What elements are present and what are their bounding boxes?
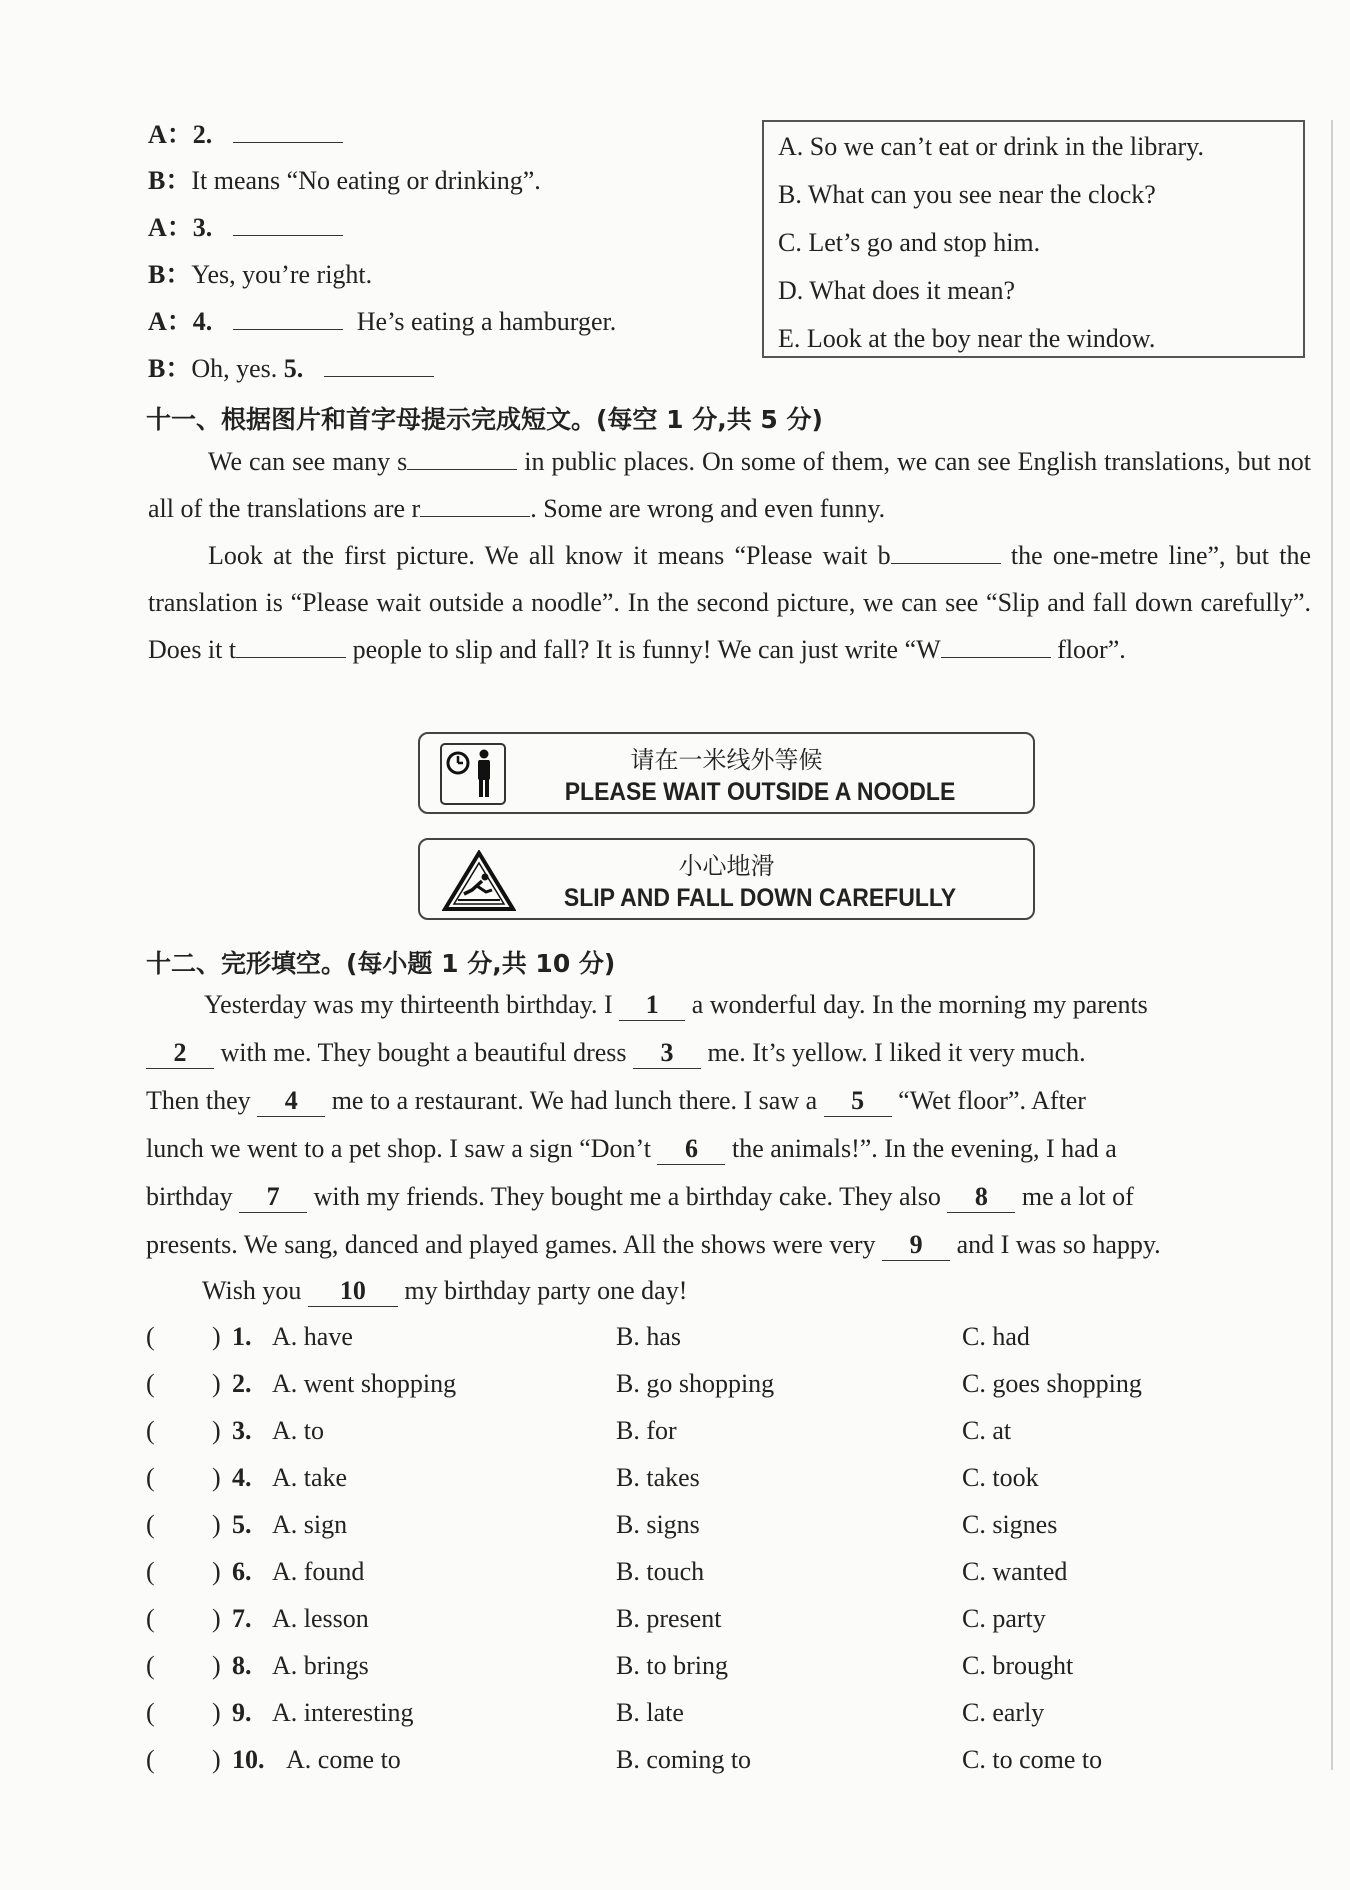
- sign-chinese-text: 请在一米线外等候: [630, 746, 823, 774]
- answer-paren-close: ): [212, 1604, 221, 1633]
- dialogue-line-5: [148, 301, 616, 338]
- sign-slippery-floor: [418, 838, 1035, 920]
- option-c: C. Let’s go and stop him.: [778, 228, 1041, 257]
- cloze-blank[interactable]: 7: [239, 1182, 307, 1213]
- choice-c[interactable]: C. goes shopping: [962, 1369, 1142, 1398]
- question-number: 4.: [192, 307, 213, 336]
- options-box: [762, 120, 1305, 358]
- cloze-blank[interactable]: 10: [308, 1276, 398, 1307]
- choice-b[interactable]: B. signs: [616, 1510, 700, 1539]
- answer-paren-open: (: [146, 1322, 155, 1351]
- choice-c[interactable]: C. had: [962, 1322, 1030, 1351]
- answer-paren-close: ): [212, 1698, 221, 1727]
- choice-c[interactable]: C. at: [962, 1416, 1012, 1445]
- answer-paren-open: (: [146, 1604, 155, 1633]
- passage-text: lunch we went to a pet shop. I saw a sign “Don’t: [146, 1134, 658, 1163]
- choice-c[interactable]: C. wanted: [962, 1557, 1068, 1586]
- answer-paren-close: ): [212, 1369, 221, 1398]
- answer-paren-open: (: [146, 1698, 155, 1727]
- speaker-label: B：: [148, 166, 192, 195]
- choice-a[interactable]: A. take: [272, 1463, 348, 1492]
- choice-c[interactable]: C. early: [962, 1698, 1045, 1727]
- speaker-label: B：: [148, 354, 192, 383]
- cloze-blank[interactable]: 9: [882, 1230, 950, 1261]
- passage-text: Wish you: [202, 1276, 308, 1305]
- passage-text: the animals!”. In the evening, I had a: [725, 1134, 1117, 1163]
- question-number: 2.: [232, 1369, 252, 1398]
- choice-a[interactable]: A. to: [272, 1416, 324, 1445]
- passage-text: presents. We sang, danced and played games. All the shows were very: [146, 1230, 883, 1259]
- answer-paren-open: (: [146, 1510, 155, 1539]
- passage-text: me to a restaurant. We had lunch there. I saw a: [325, 1086, 824, 1115]
- question-number: 10.: [232, 1745, 265, 1774]
- section-11-paragraph-1: [148, 438, 1311, 532]
- answer-paren-close: ): [212, 1322, 221, 1351]
- passage-text: . Some are wrong and even funny.: [530, 494, 886, 523]
- choice-b[interactable]: B. touch: [616, 1557, 705, 1586]
- choice-a[interactable]: A. sign: [272, 1510, 348, 1539]
- choice-a[interactable]: A. brings: [272, 1651, 369, 1680]
- choice-b[interactable]: B. takes: [616, 1463, 700, 1492]
- answer-blank[interactable]: [236, 635, 346, 658]
- passage-text: and I was so happy.: [950, 1230, 1161, 1259]
- answer-blank[interactable]: [233, 120, 343, 143]
- dialogue-text: Oh, yes.: [191, 354, 278, 383]
- sign-english-text: PLEASE WAIT OUTSIDE A NOODLE: [564, 778, 956, 806]
- choice-b[interactable]: B. coming to: [616, 1745, 752, 1774]
- dialogue-line-4: [148, 254, 372, 291]
- passage-text: my birthday party one day!: [397, 1276, 688, 1305]
- answer-blank[interactable]: [324, 354, 434, 377]
- section-11-paragraph-2: [148, 532, 1311, 673]
- choice-c[interactable]: C. signes: [962, 1510, 1058, 1539]
- answer-blank[interactable]: [941, 635, 1051, 658]
- dialogue-line-6: [148, 348, 434, 385]
- passage-text: Yesterday was my thirteenth birthday. I: [204, 990, 620, 1019]
- choice-b[interactable]: B. for: [616, 1416, 677, 1445]
- question-number: 3.: [192, 213, 213, 242]
- sign-one-metre-line: [418, 732, 1035, 814]
- passage-text: a wonderful day. In the morning my parents: [685, 990, 1148, 1019]
- answer-paren-open: (: [146, 1651, 155, 1680]
- option-b: B. What can you see near the clock?: [778, 180, 1156, 209]
- choice-b[interactable]: B. has: [616, 1322, 681, 1351]
- cloze-line-4: [146, 1134, 1117, 1165]
- cloze-blank[interactable]: 1: [619, 990, 685, 1021]
- passage-text: me. It’s yellow. I liked it very much.: [701, 1038, 1086, 1067]
- question-number: 9.: [232, 1698, 252, 1727]
- dialogue-text: Yes, you’re right.: [191, 260, 373, 289]
- choice-a[interactable]: A. come to: [286, 1745, 401, 1774]
- answer-blank[interactable]: [233, 213, 343, 236]
- passage-text: Then they: [146, 1086, 258, 1115]
- answer-paren-open: (: [146, 1463, 155, 1492]
- dialogue-line-1: [148, 114, 343, 151]
- answer-paren-close: ): [212, 1651, 221, 1680]
- dialogue-text: It means “No eating or drinking”.: [191, 166, 541, 195]
- choice-c[interactable]: C. party: [962, 1604, 1046, 1633]
- choice-b[interactable]: B. present: [616, 1604, 722, 1633]
- cloze-line-3: [146, 1086, 1086, 1117]
- choice-a[interactable]: A. have: [272, 1322, 353, 1351]
- cloze-blank[interactable]: 2: [146, 1038, 214, 1069]
- dialogue-text: He’s eating a hamburger.: [356, 307, 617, 336]
- cloze-blank[interactable]: 3: [633, 1038, 701, 1069]
- question-number: 8.: [232, 1651, 252, 1680]
- sign-english-text: SLIP AND FALL DOWN CAREFULLY: [563, 884, 957, 912]
- question-number: 5.: [283, 354, 304, 383]
- option-d: D. What does it mean?: [778, 276, 1016, 305]
- passage-text: me a lot of: [1015, 1182, 1134, 1211]
- speaker-label: A：: [148, 120, 193, 149]
- choice-a[interactable]: A. interesting: [272, 1698, 414, 1727]
- section-11-title: 十一、根据图片和首字母提示完成短文。(每空 1 分,共 5 分): [146, 405, 823, 434]
- answer-paren-open: (: [146, 1745, 155, 1774]
- answer-paren-open: (: [146, 1557, 155, 1586]
- passage-text: floor”.: [1050, 635, 1126, 664]
- answer-paren-close: ): [212, 1745, 221, 1774]
- answer-paren-close: ): [212, 1416, 221, 1445]
- choice-a[interactable]: A. found: [272, 1557, 365, 1586]
- choice-a[interactable]: A. lesson: [272, 1604, 369, 1633]
- cloze-blank[interactable]: 5: [824, 1086, 892, 1117]
- question-number: 2.: [192, 120, 213, 149]
- choice-c[interactable]: C. took: [962, 1463, 1039, 1492]
- section-12-title: 十二、完形填空。(每小题 1 分,共 10 分): [146, 949, 616, 978]
- speaker-label: A：: [148, 213, 193, 242]
- passage-text: “Wet floor”. After: [891, 1086, 1086, 1115]
- passage-text: in public places. On some of them, we can see English translations, but not all of the translations are r: [148, 447, 1311, 523]
- dialogue-line-3: [148, 207, 343, 244]
- speaker-label: A：: [148, 307, 193, 336]
- cloze-line-1: [204, 990, 1148, 1021]
- answer-blank[interactable]: [891, 541, 1001, 564]
- sign-chinese-text: 小心地滑: [678, 852, 775, 880]
- choice-b[interactable]: B. to bring: [616, 1651, 728, 1680]
- answer-paren-open: (: [146, 1369, 155, 1398]
- passage-text: birthday: [146, 1182, 240, 1211]
- passage-text: with me. They bought a beautiful dress: [214, 1038, 634, 1067]
- speaker-label: B：: [148, 260, 192, 289]
- question-number: 3.: [232, 1416, 252, 1445]
- choice-c[interactable]: C. to come to: [962, 1745, 1103, 1774]
- question-number: 5.: [232, 1510, 252, 1539]
- cloze-line-2: [146, 1038, 1086, 1069]
- cloze-line-6: [146, 1230, 1161, 1261]
- passage-text: We can see many s: [208, 447, 408, 476]
- cloze-line-5: [146, 1182, 1134, 1213]
- answer-paren-close: ): [212, 1510, 221, 1539]
- answer-paren-close: ): [212, 1557, 221, 1586]
- question-number: 6.: [232, 1557, 252, 1586]
- answer-blank[interactable]: [407, 447, 517, 470]
- answer-paren-open: (: [146, 1416, 155, 1445]
- choice-c[interactable]: C. brought: [962, 1651, 1074, 1680]
- answer-paren-close: ): [212, 1463, 221, 1492]
- passage-text: with my friends. They bought me a birthday cake. They also: [307, 1182, 948, 1211]
- question-number: 7.: [232, 1604, 252, 1633]
- cloze-blank[interactable]: 6: [657, 1134, 725, 1165]
- answer-blank[interactable]: [420, 494, 530, 517]
- passage-text: people to slip and fall? It is funny! We can just write “W: [346, 635, 941, 664]
- cloze-blank[interactable]: 8: [947, 1182, 1015, 1213]
- page-edge-line: [1331, 120, 1333, 1770]
- choice-a[interactable]: A. went shopping: [272, 1369, 457, 1398]
- passage-text: the one-metre line”, but the translation is “Please wait outside a noodle”. In the second picture, we can see “Slip and fall down carefully”. Does it t: [148, 541, 1311, 664]
- dialogue-line-2: [148, 160, 541, 197]
- choice-b[interactable]: B. late: [616, 1698, 684, 1727]
- question-number: 1.: [232, 1322, 252, 1351]
- option-e: E. Look at the boy near the window.: [778, 324, 1156, 353]
- cloze-blank[interactable]: 4: [257, 1086, 325, 1117]
- question-number: 4.: [232, 1463, 252, 1492]
- choice-b[interactable]: B. go shopping: [616, 1369, 775, 1398]
- answer-blank[interactable]: [233, 307, 343, 330]
- option-a: A. So we can’t eat or drink in the library.: [778, 132, 1204, 161]
- cloze-line-7: [202, 1276, 687, 1307]
- passage-text: Look at the first picture. We all know it means “Please wait b: [208, 541, 891, 570]
